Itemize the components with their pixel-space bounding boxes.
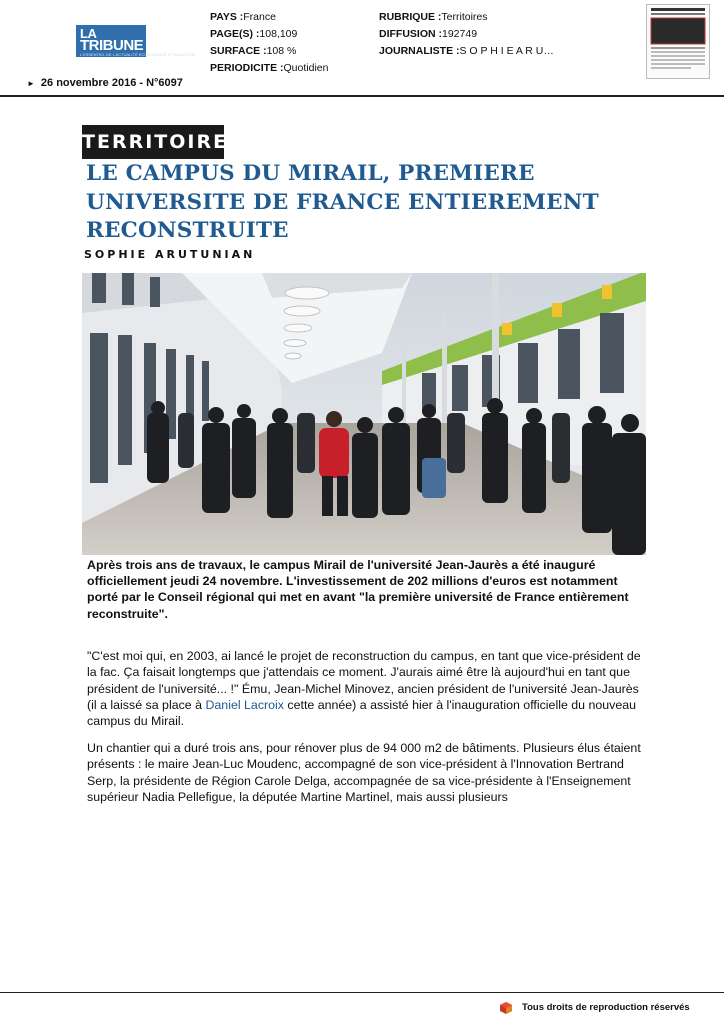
la-tribune-logo [76,25,196,57]
campus-inauguration-image [82,273,646,555]
logo-line1: LA [80,26,97,41]
daniel-lacroix-link[interactable]: Daniel Lacroix [205,697,284,712]
meta-periodicite: PERIODICITE :Quotidien [210,62,329,74]
header-rule [0,95,724,97]
issue-date: ► 26 novembre 2016 - N°6097 [27,77,183,89]
meta-column-left [210,9,328,77]
meta-journaliste: JOURNALISTE :S O P H I E A R U… [379,45,554,57]
logo-line2: TRIBUNE [80,37,144,54]
campus-photo [82,273,646,555]
meta-surface: SURFACE :108 % [210,45,297,57]
author-byline: SOPHIE ARUTUNIAN [84,248,256,261]
meta-column-right [379,9,554,60]
meta-pays: PAYS :France [210,11,276,23]
logo-tagline: L'ESSENTIEL DE L'ACTUALITÉ ÉCONOMIQUE & FINANCIÈRE [80,52,196,57]
page-thumbnail[interactable] [646,4,710,79]
arrow-right-icon: ► [27,79,35,88]
cube-logo-icon [500,1001,512,1013]
footer-rule [0,992,724,993]
meta-rubrique: RUBRIQUE :Territoires [379,11,488,23]
meta-pages: PAGE(S) :108,109 [210,28,298,40]
section-label: TERRITOIRES [82,125,224,159]
copyright-notice: Tous droits de reproduction réservés [522,1002,690,1013]
meta-diffusion: DIFFUSION :192749 [379,28,478,40]
thumbnail-preview-icon [647,5,709,78]
lead-paragraph: Après trois ans de travaux, le campus Mirail de l'université Jean-Jaurès a été inauguré officiellement jeudi 24 novembre. L'investissement de 202 millions d'euros est notamment porté par le Conseil régional qui met en avant "la première université de France entièrement reconstruite". [87,558,629,621]
body-paragraph-1: "C'est moi qui, en 2003, ai lancé le projet de reconstruction du campus, en tant que vice-président de la fac. Ça faisait longtemps que j'attendais ce moment. J'aurais aimé être là aujourd'hui en tant que président de l'université... !" Ému, Jean-Michel Minovez, ancien président de l'université Jean-Jaurès (il a laissé sa place à Daniel Lacroix cette année) a assisté hier à l'inauguration officielle du nouveau campus du Mirail. [87,649,641,729]
headline: LE CAMPUS DU MIRAIL, PREMIERE UNIVERSITE DE FRANCE ENTIEREMENT RECONSTRUITE [86,161,599,243]
body-paragraph-2: Un chantier qui a duré trois ans, pour rénover plus de 94 000 m2 de bâtiments. Plusieurs élus étaient présents : le maire Jean-Luc Moudenc, accompagné de son vice-président à l'Innovation Bertrand Serp, la présidente de Région Carole Delga, accompagnée de sa vice-présidente à l'Enseignement supérieur Nadia Pellefigue, la députée Martine Martinel, mais aussi plusieurs [87,741,641,804]
